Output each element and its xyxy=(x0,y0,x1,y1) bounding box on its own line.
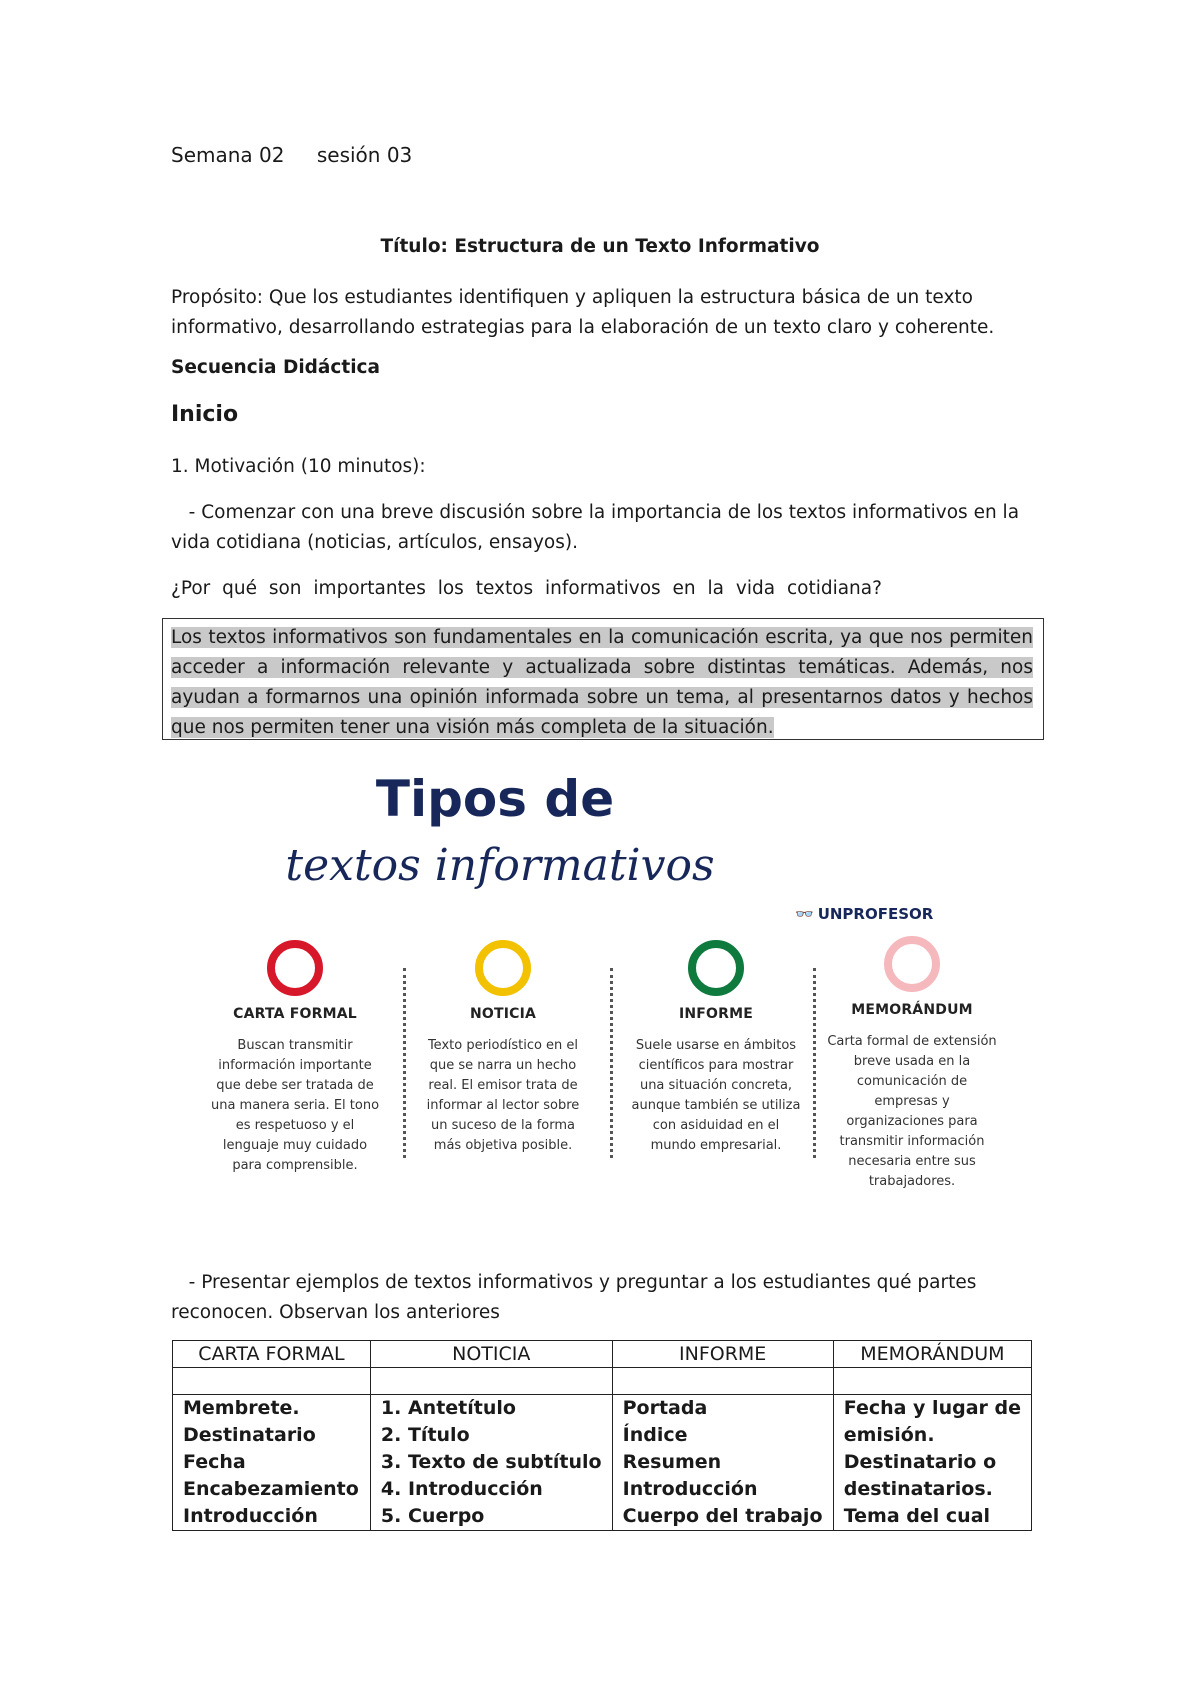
red-ring-icon xyxy=(267,940,323,996)
bullet-discussion: - Comenzar con una breve discusión sobre la importancia de los textos informativos en la vida cotidiana (noticias, artículos, ensayos). xyxy=(171,502,1025,553)
type-title: MEMORÁNDUM xyxy=(851,1002,973,1018)
motivation-item: 1. Motivación (10 minutos): xyxy=(171,456,426,477)
column-header: NOTICIA xyxy=(370,1341,612,1368)
type-title: INFORME xyxy=(678,1006,754,1022)
table-header-row xyxy=(173,1341,1032,1368)
brand-logo xyxy=(795,905,933,923)
list-item: Resumen xyxy=(622,1451,722,1473)
list-item: Portada xyxy=(622,1397,708,1419)
list-item: Encabezamiento xyxy=(183,1478,359,1500)
type-description: Carta formal de extensión breve usada en la comunicación de empresas y organizaciones para transmitir información necesaria entre sus trabajadores. xyxy=(827,1034,997,1189)
dotted-divider xyxy=(813,968,816,1158)
table-cell xyxy=(370,1368,612,1395)
question-text: ¿Por qué son importantes los textos informativos en la vida cotidiana? xyxy=(171,578,882,599)
list-item: 3. Texto de subtítulo xyxy=(380,1451,602,1473)
list-item: Fecha xyxy=(183,1451,246,1473)
type-column-carta-formal xyxy=(210,940,380,1176)
brand-glasses-icon: 👓 xyxy=(795,905,814,923)
session-label: sesión 03 xyxy=(316,143,413,167)
structure-table xyxy=(172,1340,1032,1531)
session-header xyxy=(171,143,412,167)
dotted-divider xyxy=(403,968,406,1158)
table-row xyxy=(173,1395,1032,1531)
column-header: INFORME xyxy=(612,1341,833,1368)
inicio-heading: Inicio xyxy=(171,402,239,427)
list-item: 5. Cuerpo xyxy=(380,1505,485,1527)
list-item: Destinatario o xyxy=(843,1451,997,1473)
type-description: Suele usarse en ámbitos científicos para mostrar una situación concreta, aunque también se utiliza con asiduidad en el mundo empresarial. xyxy=(631,1038,801,1153)
list-item: 2. Título xyxy=(380,1424,470,1446)
table-cell xyxy=(833,1368,1031,1395)
type-title: CARTA FORMAL xyxy=(233,1006,357,1022)
answer-box xyxy=(162,618,1044,740)
table-cell xyxy=(173,1368,371,1395)
infographic xyxy=(210,770,997,1210)
table-empty-row xyxy=(173,1368,1032,1395)
type-column-noticia xyxy=(418,940,588,1156)
type-column-informe xyxy=(631,940,801,1156)
type-column-memorandum xyxy=(827,936,997,1192)
type-description: Buscan transmitir información importante que debe ser tratada de una manera seria. El tono es respetuoso y el lenguaje muy cuidado para comprensible. xyxy=(210,1038,380,1173)
list-item: Introducción xyxy=(622,1478,758,1500)
table-cell xyxy=(612,1368,833,1395)
brand-name: UNPROFESOR xyxy=(817,905,934,923)
list-item: Cuerpo del trabajo xyxy=(622,1505,823,1527)
list-item: emisión. xyxy=(843,1424,935,1446)
week-label: Semana 02 xyxy=(171,143,285,167)
table-cell-memorandum xyxy=(833,1395,1031,1531)
table-cell-noticia xyxy=(370,1395,612,1531)
list-item: Destinatario xyxy=(183,1424,316,1446)
list-item: 1. Antetítulo xyxy=(380,1397,516,1419)
list-item: Membrete. xyxy=(183,1397,300,1419)
column-header: CARTA FORMAL xyxy=(173,1341,371,1368)
answer-text: Los textos informativos son fundamentales en la comunicación escrita, ya que nos permiten acceder a información relevante y actualizada sobre distintas temáticas. Además, nos ayudan a formarnos una opinión informada sobre un tema, al presentarnos datos y hechos que nos permiten tener una visión más completa de la situación. xyxy=(171,627,1033,738)
column-header: MEMORÁNDUM xyxy=(833,1341,1031,1368)
bullet-examples: - Presentar ejemplos de textos informativos y preguntar a los estudiantes qué partes reconocen. Observan los anteriores xyxy=(171,1272,983,1323)
list-item: 4. Introducción xyxy=(380,1478,543,1500)
dotted-divider xyxy=(610,968,613,1158)
sequence-heading: Secuencia Didáctica xyxy=(171,357,380,378)
list-item: Tema del cual xyxy=(843,1505,991,1527)
type-description: Texto periodístico en el que se narra un hecho real. El emisor trata de informar al lector sobre un suceso de la forma más objetiva posible. xyxy=(426,1038,580,1153)
type-title: NOTICIA xyxy=(469,1006,537,1022)
green-ring-icon xyxy=(688,940,744,996)
yellow-ring-icon xyxy=(475,940,531,996)
list-item: Índice xyxy=(622,1424,688,1446)
table-cell-informe xyxy=(612,1395,833,1531)
infographic-title-line1: Tipos de xyxy=(375,770,615,828)
list-item: Fecha y lugar de xyxy=(843,1397,1021,1419)
document-title: Título: Estructura de un Texto Informativo xyxy=(380,236,820,257)
list-item: Introducción xyxy=(183,1505,318,1527)
purpose-paragraph: Propósito: Que los estudiantes identifiquen y apliquen la estructura básica de un texto informativo, desarrollando estrategias para la elaboración de un texto claro y coherente. xyxy=(171,287,995,338)
pink-ring-icon xyxy=(884,936,940,992)
infographic-title-line2: textos informativos xyxy=(285,840,715,891)
table-cell-carta-formal xyxy=(173,1395,371,1531)
list-item: destinatarios. xyxy=(843,1478,993,1500)
